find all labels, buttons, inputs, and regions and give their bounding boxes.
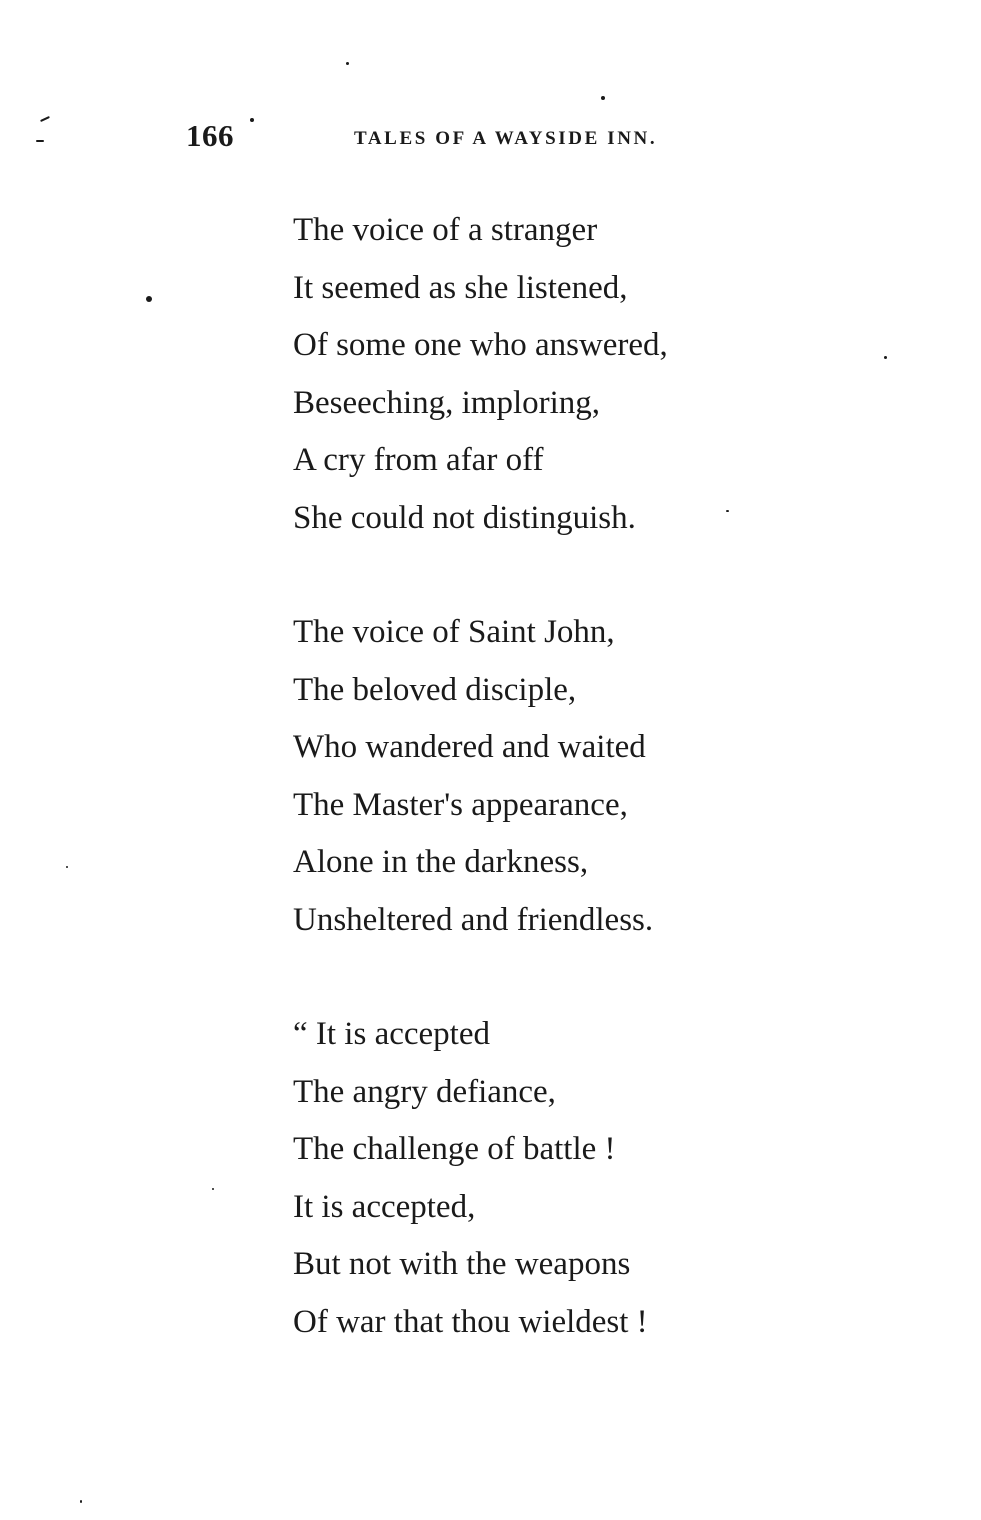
poem (293, 206, 933, 1412)
poem-line: She could not distinguish. (293, 499, 636, 536)
scan-speck (36, 140, 44, 142)
poem-line: Alone in the darkness, (293, 844, 589, 880)
scan-speck (250, 118, 254, 122)
scan-speck (884, 356, 887, 359)
stanza-3 (293, 1010, 933, 1355)
poem-line: But not with the weapons (293, 1246, 631, 1282)
poem-line: It is accepted, (293, 1188, 476, 1225)
poem-line: The angry defiance, (293, 1073, 556, 1110)
running-head: TALES OF A WAYSIDE INN. (354, 128, 658, 149)
poem-line: A cry from afar off (293, 442, 544, 478)
poem-line: The voice of a stranger (293, 212, 598, 248)
page-number: 166 (186, 118, 234, 153)
poem-line: It seemed as she listened, (293, 269, 628, 306)
poem-line: The voice of Saint John, (293, 614, 615, 650)
poem-line: The beloved disciple, (293, 671, 577, 708)
poem-line: Of some one who answered, (293, 327, 668, 363)
poem-line: Who wandered and waited (293, 729, 646, 765)
scan-speck (726, 510, 729, 512)
poem-line: The Master's appearance, (293, 786, 628, 823)
scan-speck (601, 96, 605, 100)
scan-speck (346, 62, 349, 65)
poem-line: Of war that thou wieldest ! (293, 1303, 648, 1340)
stanza-1 (293, 206, 933, 551)
scan-speck (80, 1500, 82, 1503)
poem-line: Beseeching, imploring, (293, 384, 601, 421)
poem-line: Unsheltered and friendless. (293, 901, 654, 938)
stanza-2 (293, 608, 933, 953)
poem-line: The challenge of battle ! (293, 1131, 616, 1167)
scan-speck (212, 1188, 214, 1190)
scan-speck (66, 866, 68, 868)
poem-line: “ It is accepted (293, 1016, 490, 1052)
scan-speck (40, 116, 50, 122)
scan-speck (146, 296, 152, 302)
